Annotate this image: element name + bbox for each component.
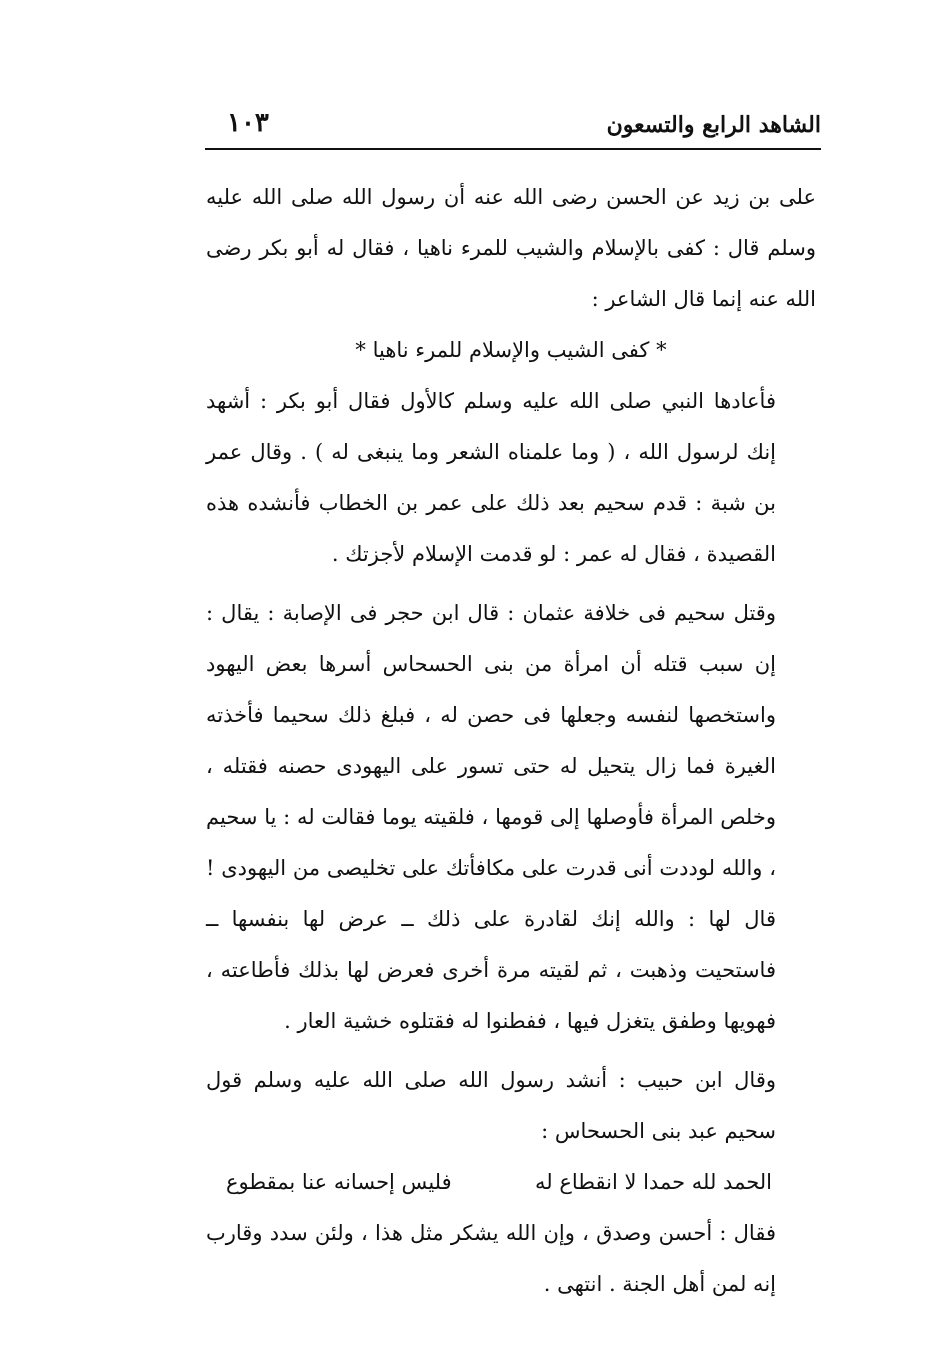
paragraph-5: فقال : أحسن وصدق ، وإن الله يشكر مثل هذا ، ولئن سدد وقارب إنه لمن أهل الجنة . انتهى . bbox=[206, 1221, 776, 1296]
paragraph-gap bbox=[206, 580, 816, 588]
paragraph-3: وقتل سحيم فى خلافة عثمان : قال ابن حجر فى الإصابة : يقال : إن سبب قتله أن امرأة من بنى الحسحاس أسرها بعض اليهود واستخصها لنفسه وجعلها فى حصن له ، فبلغ ذلك سحيما فأخذته الغيرة فما زال يتحيل له حتى تسور على اليهودى حصنه فقتله ، وخلص المرأة فأوصلها إلى قومها ، فلقيته يوما فقالت له : يا سحيم ، والله لوددت أنى قدرت على مكافأتك على تخليصى من اليهودى ! قال لها : والله إنك لقادرة على ذلك ــ عرض لها بنفسها ــ فاستحيت وذهبت ، ثم لقيته مرة أخرى فعرض لها بذلك فأطاعته ، فهويها وطفق يتغزل فيها ، ففطنوا له فقتلوه خشية العار . bbox=[206, 601, 776, 1033]
paragraph-2: فأعادها النبي صلى الله عليه وسلم كالأول فقال أبو بكر : أشهد إنك لرسول الله ، ( وما علمناه الشعر وما ينبغى له ) . وقال عمر بن شبة : قدم سحيم بعد ذلك على عمر بن الخطاب فأنشده هذه القصيدة ، فقال له عمر : لو قدمت الإسلام لأجزتك . bbox=[206, 389, 776, 566]
page-header bbox=[205, 108, 821, 148]
body-text bbox=[206, 172, 816, 1310]
page-number: ١٠٣ bbox=[227, 108, 269, 138]
verse-quote: * كفى الشيب والإسلام للمرء ناهيا * bbox=[355, 338, 667, 362]
paragraph-gap bbox=[206, 1047, 816, 1055]
header-rule bbox=[205, 148, 821, 150]
running-title: الشاهد الرابع والتسعون bbox=[606, 112, 821, 138]
poem-second-hemistich: فليس إحسانه عنا بمقطوع bbox=[226, 1170, 452, 1194]
paragraph-1: على بن زيد عن الحسن رضى الله عنه أن رسول الله صلى الله عليه وسلم قال : كفى بالإسلام والشيب للمرء ناهيا ، فقال له أبو بكر رضى الله عنه إنما قال الشاعر : bbox=[206, 185, 816, 311]
poem-verse bbox=[206, 1157, 816, 1208]
paragraph-4: وقال ابن حبيب : أنشد رسول الله صلى الله عليه وسلم قول سحيم عبد بنى الحسحاس : bbox=[206, 1068, 776, 1143]
poem-first-hemistich: الحمد لله حمدا لا انقطاع له bbox=[534, 1170, 772, 1194]
